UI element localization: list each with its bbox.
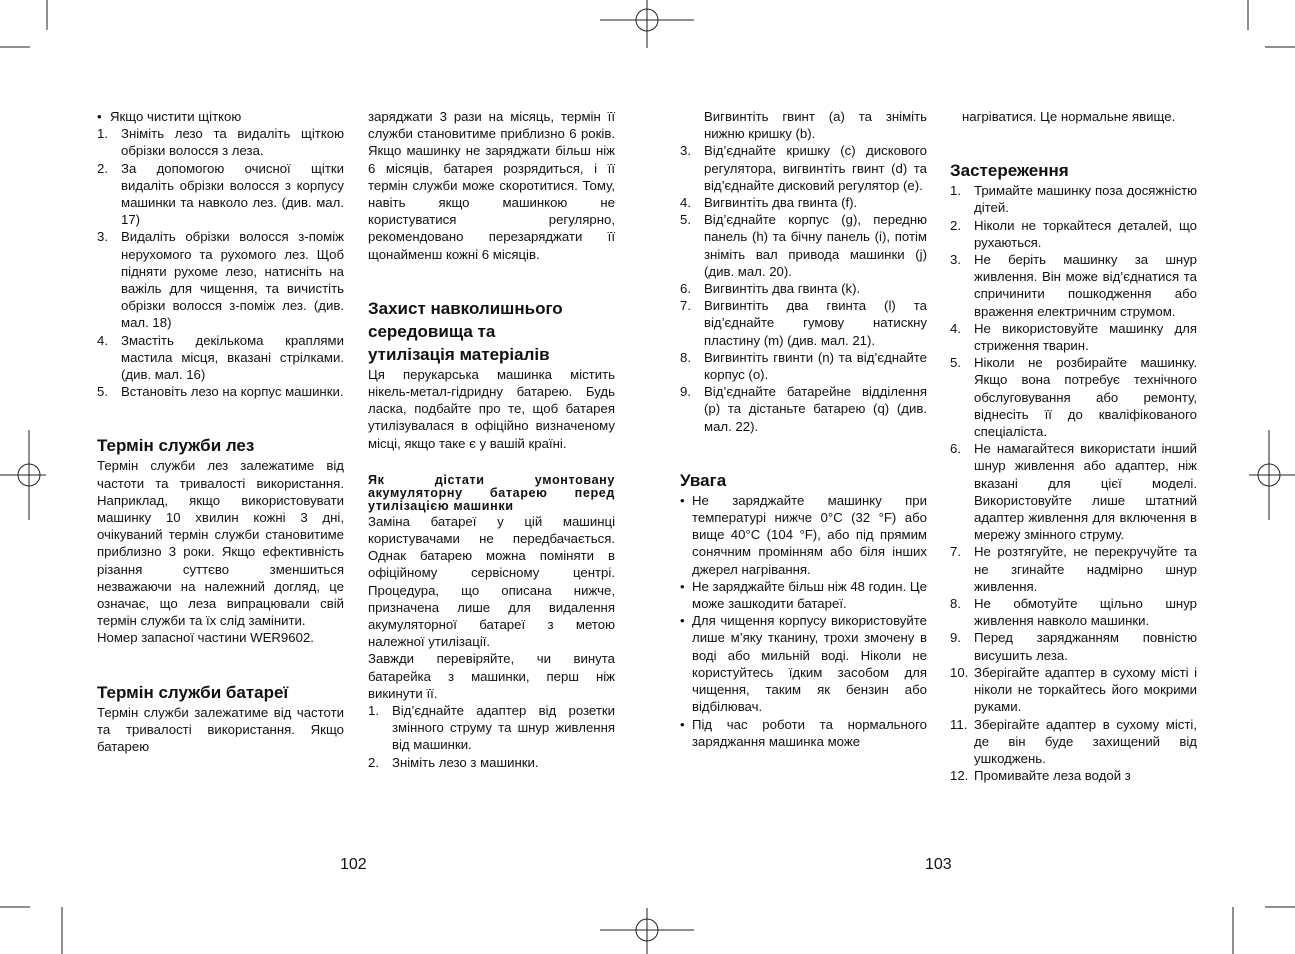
page-number-left: 102 (340, 856, 367, 873)
column-3 (680, 108, 927, 750)
list-item: 2. Зніміть лезо з машинки. (368, 754, 539, 770)
column-4 (950, 108, 1197, 784)
list-item: 4. Не використовуйте машинку для стриження тварин. (950, 320, 1197, 354)
list-item: 7. Не розтягуйте, не перекручуйте та не згинайте надмірно шнур живлення. (950, 544, 1197, 594)
list-item: 3. Видаліть обрізки волосся з-поміж нерухомого та рухомого лез. Щоб підняти рухоме лезо, натисніть на важіль для чищення, та вичистіть обрізки волосся з-поміж лез. (див. мал. 18) (97, 229, 344, 331)
column-2 (368, 108, 615, 771)
list-item: 9. Перед заряджанням повністю висушить леза. (950, 630, 1197, 663)
list-item: 4. Вигвинтіть два гвинта (f). (680, 195, 858, 211)
list-item: • Якщо чистити щіткою (97, 108, 344, 125)
list-item: 8. Не обмотуйте щільно шнур живлення навколо машинки. (950, 596, 1197, 629)
battery-check-text: Завжди перевіряйте, чи винута батарейка з машинки, перш ніж викинути її. (368, 651, 615, 701)
env-heading-line-3: утилізація матеріалів (368, 344, 550, 364)
env-text: Ця перукарська машинка містить нікель-метал-гідридну батарею. Будь ласка, подбайте про те, щоб батарея утилізувалася в офіційно визначеному місці, якщо таке є у вашій країні. (368, 366, 615, 451)
list-item: • Під час роботи та нормального заряджання машинка може (680, 716, 927, 749)
list-item: 5. Від’єднайте корпус (g), передню панель (h) та бічну панель (i), потім зніміть вал привода машинки (j) (див. мал. 20). (680, 212, 927, 279)
column-1 (97, 108, 344, 755)
list-item: 7. Вигвинтіть два гвинта (l) та від’єднайте гумову натискну пластину (m) (див. мал. 21). (680, 298, 927, 348)
page-number-right: 103 (925, 856, 952, 873)
warnings-heading: Застереження (950, 161, 1069, 181)
list-item: 12. Промивайте леза водой з (950, 768, 1131, 784)
list-item: 4. Змастіть декількома краплями мастила місця, вказані стрілками. (див. мал. 16) (97, 332, 344, 383)
list-item: 1. Зніміть лезо та видаліть щіткою обрізки волосся з леза. (97, 126, 344, 159)
spare-part-number: Номер запасної частини WER9602. (97, 630, 314, 646)
battery-life-text-cont: заряджати 3 рази на місяць, термін її служби становитиме приблизно 6 років. Якщо машинку не заряджати більш ніж 6 місяців, батарея розрядиться, і її термін служби може скоротитися. Тому, навіть якщо машинкою не користуватися регулярно, рекомендовано перезаряджати її щонайменш кожні 6 місяців. (368, 109, 615, 262)
battery-removal-text: Заміна батареї у цій машинці користувачами не передбачається. Однак батарею можна поміняти в офіційному сервісному центрі. Процедура, що описана нижче, призначена лише для видалення акумуляторної батареї з метою належної утилізації. (368, 513, 615, 650)
blade-life-text: Термін служби лез залежатиме від частоти та тривалості використання. Наприклад, якщо використовувати машинку 10 хвилин кожні 3 дні, очікуваний термін служби становитиме приблизно 3 роки. Якщо ефективність різання суттєво зменшиться незважаючи на належний догляд, це означає, що леза випрацювали свій термін служби та їх слід замінити. (97, 458, 344, 629)
list-item: 2. За допомогою очисної щітки видаліть обрізки волосся з корпусу машинки та навколо лез. (див. мал. 17) (97, 160, 344, 228)
list-item: • Для чищення корпусу використовуйте лише м’яку тканину, трохи змочену в воді або мильній воді. Ніколи не користуйтесь їдким засобом для чищення, таким як бензин або відбілювач. (680, 613, 927, 715)
env-heading-line-2: середовища та (368, 321, 496, 341)
list-item: • Не заряджайте більш ніж 48 годин. Це може зашкодити батареї. (680, 578, 927, 612)
list-item: 1. Від’єднайте адаптер від розетки змінного струму та шнур живлення від машинки. (368, 703, 615, 753)
blade-life-heading: Термін служби лез (97, 436, 255, 456)
list-item: 3. Не беріть машинку за шнур живлення. Він може від’єднатися та спричинити пошкодження або враження електричним струмом. (950, 252, 1197, 319)
list-item: нагріватися. Це нормальне явище. (962, 109, 1176, 124)
env-heading-line-1: Захист навколишнього (368, 298, 563, 318)
list-item: 9. Від’єднайте батарейне відділення (р) та дістаньте батарею (q) (див. мал. 22). (680, 384, 927, 434)
battery-removal-heading: Як дістати умонтовану акумуляторну батарею перед утилізацією машинки (368, 472, 615, 513)
list-item: • Не заряджайте машинку при температурі нижче 0°C (32 °F) або вище 40°C (104 °F), або під прямим сонячним промінням або біля інших джерел нагрівання. (680, 492, 927, 577)
battery-life-text: Термін служби залежатиме від частоти та тривалості використання. Якщо батарею (97, 704, 344, 755)
list-item: 6. Вигвинтіть два гвинта (k). (680, 281, 861, 297)
list-item: Вигвинтіть гвинт (а) та зніміть нижню кришку (b). (704, 109, 927, 142)
list-item: 1. Тримайте машинку поза досяжністю дітей. (950, 183, 1197, 216)
list-item: 5. Ніколи не розбирайте машинку. Якщо вона потребує технічного обслуговування або ремонту, віднесіть її до кваліфікованого спеціаліста. (950, 355, 1197, 440)
list-item: 5. Встановіть лезо на корпус машинки. (97, 384, 344, 400)
list-item: 11. Зберігайте адаптер в сухому місті, де він буде захищений від ушкоджень. (950, 716, 1197, 766)
attention-heading: Увага (680, 470, 727, 490)
brush-cleaning-intro: Якщо чистити щіткою (110, 109, 242, 124)
list-item: 8. Вигвинтіть гвинти (n) та від’єднайте корпус (о). (680, 349, 927, 383)
list-item: 6. Не намагайтеся використати інший шнур живлення або адаптер, ніж вказані для цієї моделі. Використовуйте лише штатний адаптер живлення для включення в мережу змінного струму. (950, 441, 1197, 543)
battery-life-heading: Термін служби батареї (97, 682, 289, 702)
list-item: 2. Ніколи не торкайтеся деталей, що рухаються. (950, 217, 1197, 250)
list-item: 10. Зберігайте адаптер в сухому місті і ніколи не торкайтесь його мокрими руками. (950, 664, 1197, 715)
list-item: 3. Від’єднайте кришку (с) дискового регулятора, вигвинтіть гвинт (d) та від’єднайте дисковий регулятор (е). (680, 143, 927, 193)
